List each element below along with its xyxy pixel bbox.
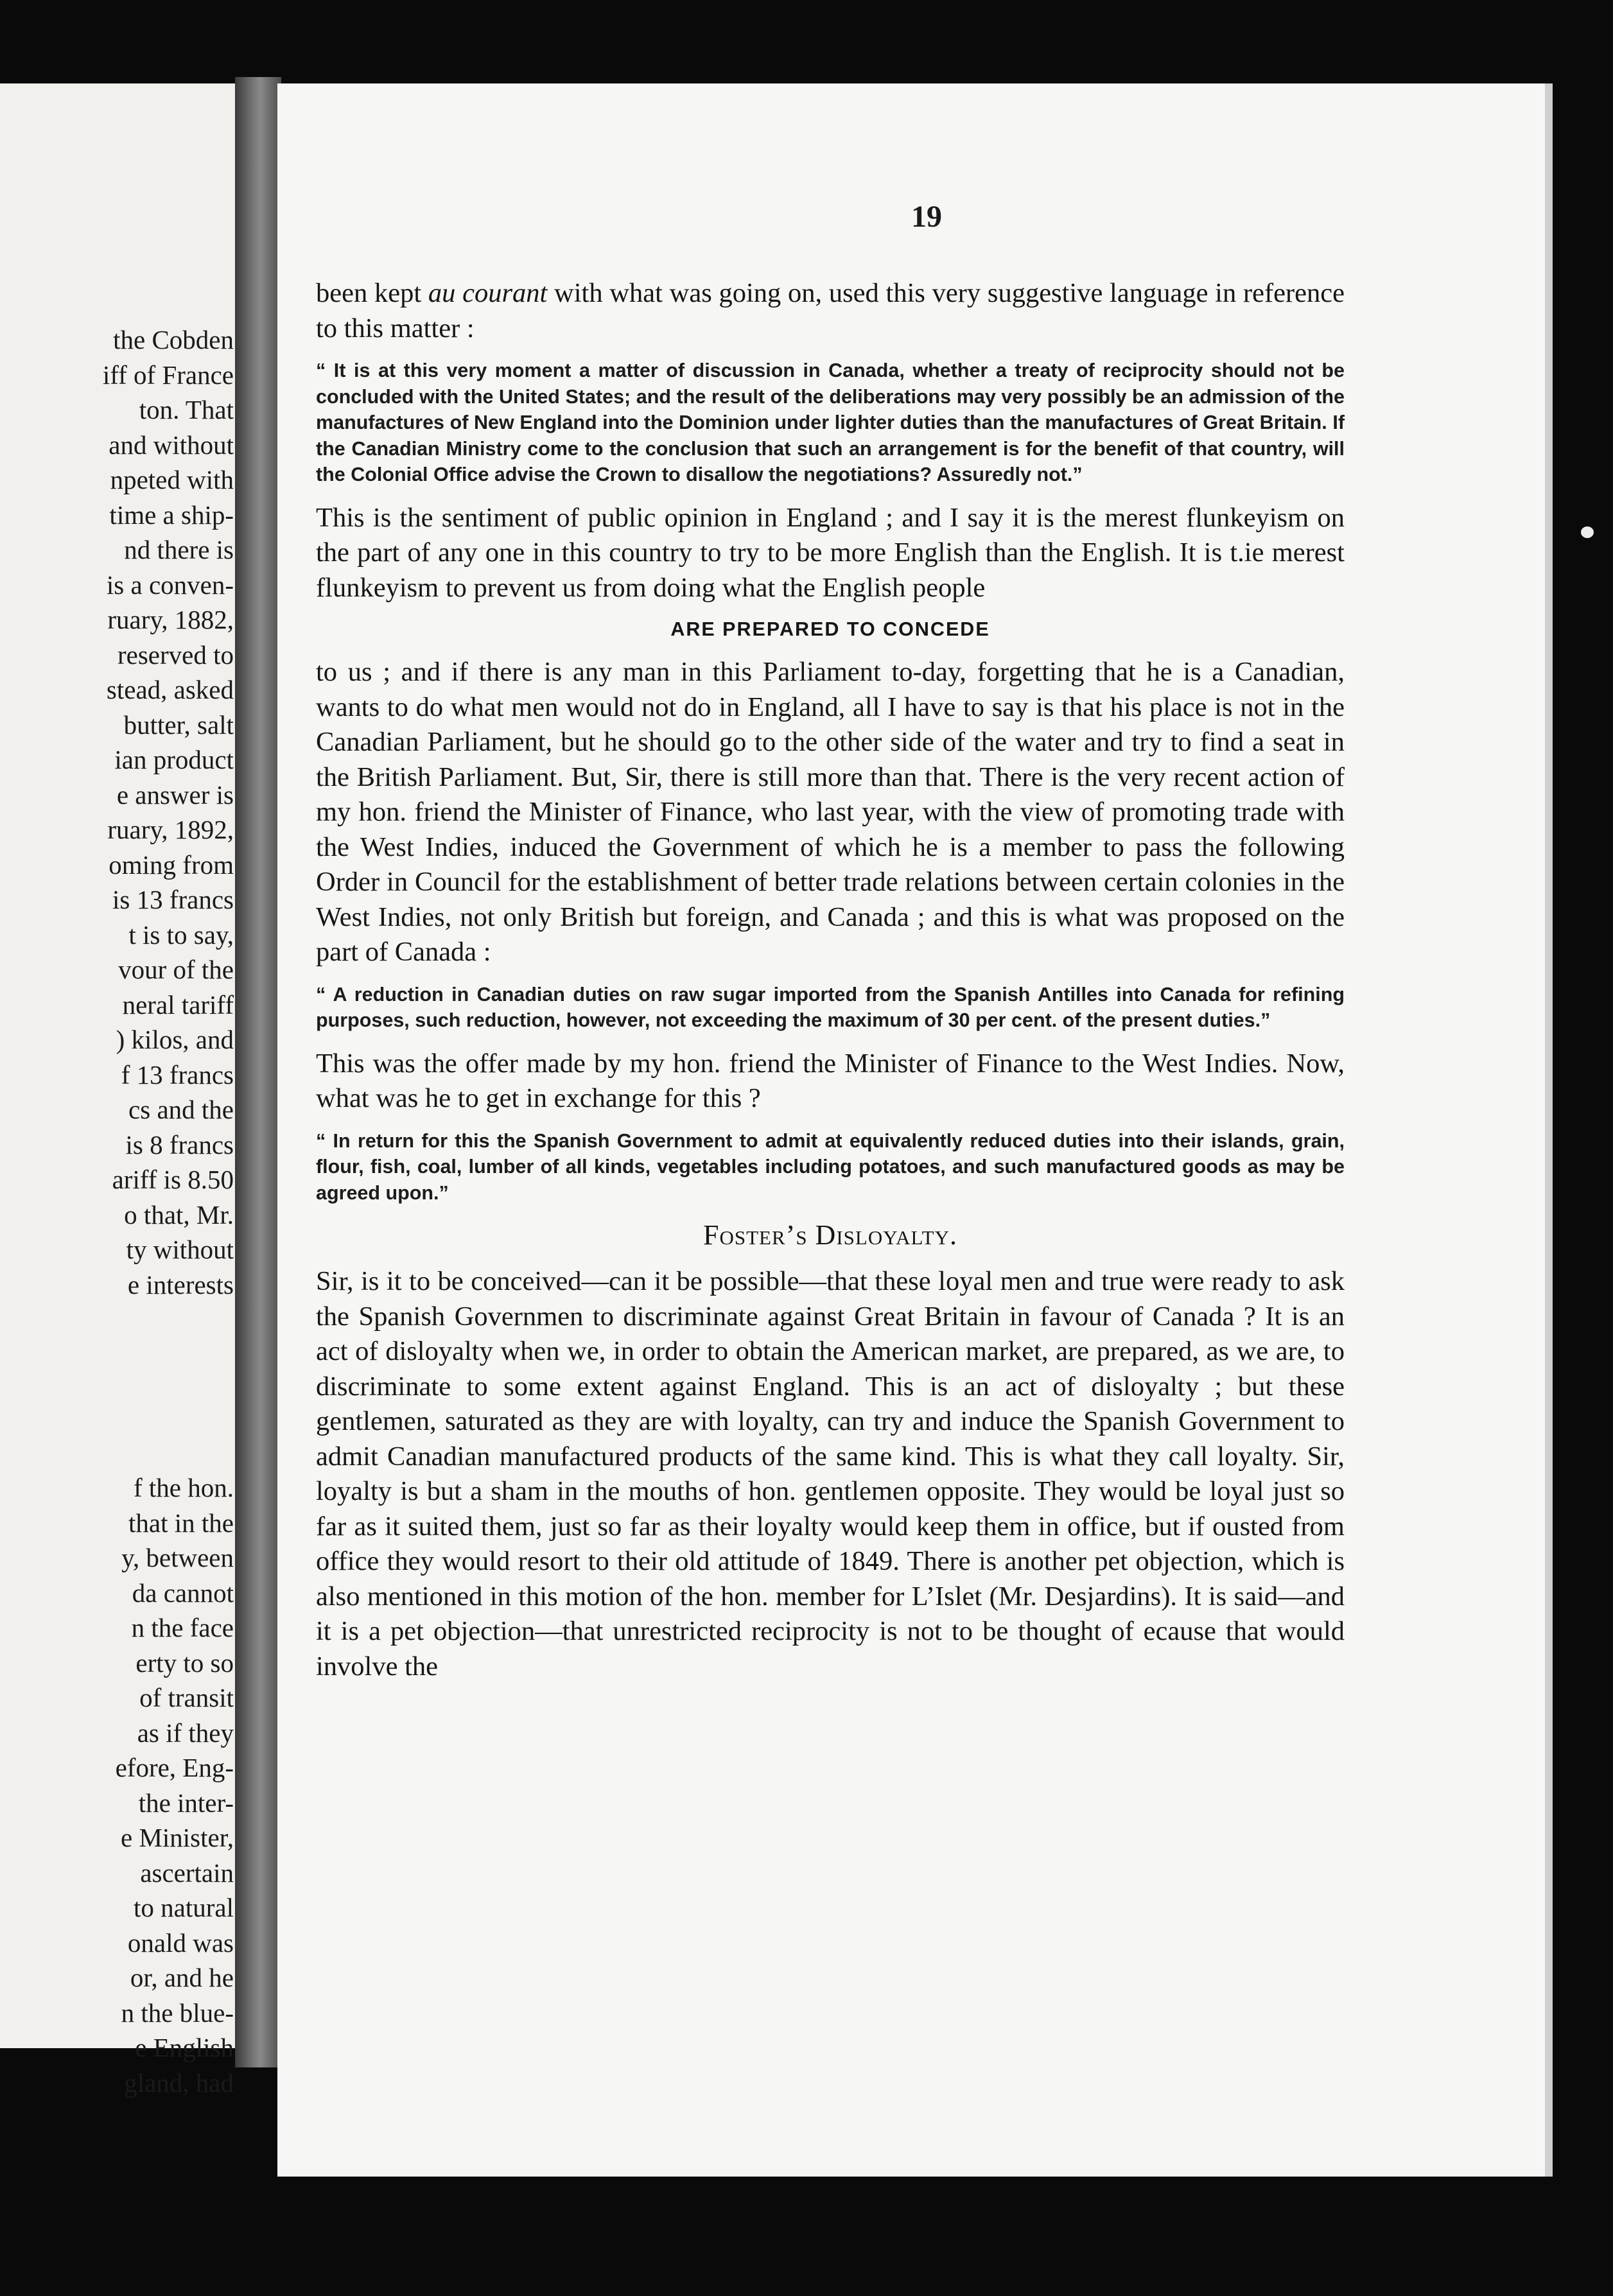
paragraph-4: This was the offer made by my hon. friend the Minister of Finance to the West Indies. Now, what was he to get in exchange for this ? (316, 1048, 1345, 1113)
left-page-line: o that, Mr. (124, 1199, 234, 1230)
left-page-line: ruary, 1882, (107, 605, 234, 634)
left-page-line: the Cobden (113, 325, 234, 354)
page-body (316, 276, 1345, 1696)
left-page-line: as if they (137, 1718, 234, 1748)
left-page-line: e answer is (116, 779, 234, 810)
paragraph-1: been kept au courant with what was going on, used this very suggestive language in reference to this matter : (316, 278, 1345, 344)
left-page-line: erty to so (135, 1648, 234, 1678)
block-quote-1: “ It is at this very moment a matter of discussion in Canada, whether a treaty of reciprocity should not be concluded with the United States; and the result of the deliberations may very possibly be an admission of the manufactures of New England into the Dominion under lighter duties than the manufactures of Great Britain. If the Canadian Ministry come to the conclusion that such an arrangement is for the benefit of that country, will the Colonial Office advise the Crown to disallow the negotiations? Assuredly not.” (316, 360, 1345, 485)
left-page-line: is 8 francs (125, 1129, 234, 1160)
left-page-line: ariff is 8.50 (112, 1165, 234, 1194)
left-page-line: time a ship- (109, 500, 234, 530)
left-page-line: oming from (109, 849, 234, 880)
left-page-line: ascertain (140, 1857, 234, 1888)
caps-heading: ARE PREPARED TO CONCEDE (670, 618, 990, 640)
left-page-line: ton. That (139, 395, 234, 424)
left-page-text-block-a (0, 322, 234, 1302)
left-page-line: that in the (128, 1508, 234, 1538)
left-page-line: reserved to (118, 639, 234, 670)
left-page-line: iff of France (102, 360, 234, 390)
left-page-line: da cannot (132, 1578, 234, 1608)
left-page-line: is a conven- (106, 570, 234, 600)
page-number: 19 (911, 200, 942, 234)
left-page-line: ) kilos, and (116, 1025, 234, 1054)
left-page-line: or, and he (130, 1963, 234, 1992)
left-page-line: ian product (114, 745, 234, 774)
left-page-line: n the face (131, 1613, 234, 1642)
left-page-line: of transit (139, 1683, 234, 1712)
page-edge (1545, 83, 1553, 2177)
left-page-line: vour of the (118, 955, 234, 984)
left-page-line: butter, salt (123, 709, 234, 740)
book-gutter (235, 77, 281, 2067)
left-page-line: onald was (127, 1927, 234, 1958)
scan-speck (1581, 526, 1594, 538)
right-page (277, 83, 1546, 2177)
left-page-line: the inter- (138, 1787, 234, 1818)
left-page-line: stead, asked (106, 675, 234, 704)
paragraph-3: to us ; and if there is any man in this Parliament to-day, forgetting that he is a Canadian, wants to do what men would not do in England, all I have to say is that his place is not in the Canadian Parliament, but he should go to the other side of the water and try to find a seat in the British Parliament. But, Sir, there is still more than that. There is the very recent action of my hon. friend the Minister of Finance, who last year, with the view of promoting trade with the West Indies, induced the Government of which he is a member to pass the following Order in Council for the establishment of better trade relations between certain colonies in the West Indies, not only British but foreign, and Canada ; and this is what was proposed on the part of Canada : (316, 657, 1345, 967)
paragraph-5: Sir, is it to be conceived—can it be possible—that these loyal men and true were ready to ask the Spanish Governmen to discriminate against Great Britain in favour of Canada ? It is an act of disloyalty when we, in order to obtain the American market, are prepared, as we are, to discriminate to some extent against England. This is an act of disloyalty ; but these gentlemen, saturated as they are with loyalty, can try and induce the Spanish Government to admit Canadian manufactured products of the same kind. This is what they call loyalty. Sir, loyalty is but a sham in the mouths of hon. gentlemen opposite. They would be loyal just so far as it suited them, just so far as their loyalty would keep them in office, but if ousted from office they would resort to their old attitude of 1849. There is another pet objection, which is also mentioned in this motion of the hon. member for L’Islet (Mr. Desjardins). It is said—and it is a pet objection—that unrestricted reciprocity is not to be thought of ecause that would involve the (316, 1266, 1345, 1682)
left-page-line: e English (135, 2033, 234, 2062)
block-quote-2: “ A reduction in Canadian duties on raw sugar imported from the Spanish Antilles into Canada for refining purposes, such reduction, however, not exceeding the maximum of 30 per cent. of the present duties.” (316, 983, 1345, 1031)
left-page-line: e interests (127, 1269, 234, 1300)
block-quote-3: “ In return for this the Spanish Government to admit at equivalently reduced duties into their islands, grain, flour, fish, coal, lumber of all kinds, vegetables including potatoes, and such manufactured goods as may be agreed upon.” (316, 1129, 1345, 1204)
left-page-text-block-b (0, 1470, 234, 2100)
left-page-line: y, between (121, 1543, 234, 1572)
left-page-line: gland, had (124, 2067, 234, 2098)
left-page-line: f 13 francs (121, 1059, 234, 1090)
left-page-line: t is to say, (128, 919, 234, 950)
left-page-line: e Minister, (121, 1823, 234, 1852)
left-page-line: cs and the (128, 1095, 234, 1124)
left-page-line: and without (109, 430, 234, 460)
left-page-line: to natural (134, 1893, 234, 1922)
left-page (0, 83, 239, 2098)
left-page-line: nd there is (124, 535, 234, 564)
left-page-line: is 13 francs (112, 885, 234, 914)
left-page-line: n the blue- (121, 1997, 234, 2028)
left-page-line: efore, Eng- (115, 1753, 234, 1782)
left-page-line: ty without (126, 1235, 234, 1264)
italic-phrase: au courant (428, 278, 548, 308)
paragraph-2: This is the sentiment of public opinion in England ; and I say it is the merest flunkeyism on the part of any one in this country to try to be more English than the English. It is t.ie merest flunkeyism to prevent us from doing what the English people (316, 502, 1345, 603)
left-page-line: ruary, 1892, (107, 815, 234, 844)
left-page-line: neral tariff (122, 989, 234, 1020)
left-page-line: npeted with (110, 465, 234, 494)
left-page-line: f the hon. (134, 1473, 234, 1502)
section-heading: Foster’s Disloyalty. (703, 1219, 957, 1251)
